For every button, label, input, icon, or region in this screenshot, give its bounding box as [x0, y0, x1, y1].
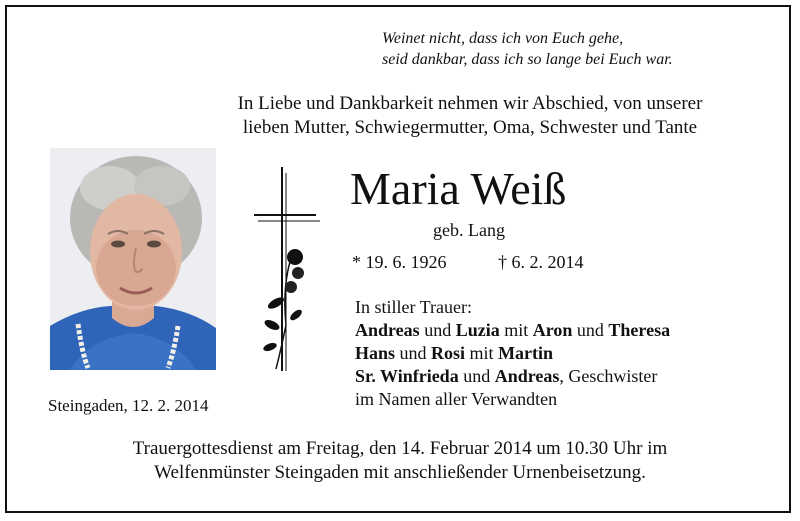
mourner-connector: , Geschwister — [559, 366, 658, 386]
portrait-illustration — [50, 148, 216, 370]
mourner-name: Luzia — [455, 320, 500, 340]
mourner-name: Hans — [355, 343, 396, 363]
motto-line-2: seid dankbar, dass ich so lange bei Euch war. — [382, 51, 673, 68]
mourner-connector: und — [458, 366, 495, 386]
mourner-connector: und — [395, 343, 432, 363]
service-line-2: Welfenmünster Steingaden mit anschließender Urnenbeisetzung. — [154, 462, 646, 483]
mourners-row — [355, 342, 670, 365]
mourner-name: Theresa — [608, 320, 671, 340]
intro-line-2: lieben Mutter, Schwiegermutter, Oma, Schwester und Tante — [242, 117, 698, 138]
mourners-heading: In stiller Trauer: — [355, 297, 472, 317]
intro-line-1: In Liebe und Dankbarkeit nehmen wir Abschied, von unserer — [237, 93, 703, 114]
cross-with-rose-icon — [252, 165, 324, 373]
mourners-list — [355, 296, 670, 411]
place-date: Steingaden, 12. 2. 2014 — [48, 396, 209, 415]
mourners-row — [355, 365, 670, 388]
mourner-name: Andreas — [494, 366, 560, 386]
mourner-connector: und — [572, 320, 609, 340]
mourner-connector: und — [419, 320, 456, 340]
maiden-name: geb. Lang — [433, 220, 505, 240]
motto-line-1: Weinet nicht, dass ich von Euch gehe, — [382, 30, 624, 47]
service-announcement — [60, 437, 740, 485]
death-date: † 6. 2. 2014 — [498, 252, 584, 272]
mourner-name: Martin — [498, 343, 554, 363]
intro-text — [160, 92, 780, 140]
mourner-name: Andreas — [355, 320, 420, 340]
deceased-name: Maria Weiß — [350, 163, 567, 214]
birth-date: * 19. 6. 1926 — [352, 252, 447, 272]
mourners-closing: im Namen aller Verwandten — [355, 389, 558, 409]
mourner-name: Rosi — [431, 343, 466, 363]
mourner-connector: mit — [465, 343, 499, 363]
mourner-name: Sr. Winfrieda — [355, 366, 459, 386]
motto — [382, 28, 673, 70]
mourners-row — [355, 319, 670, 342]
mourner-name: Aron — [532, 320, 573, 340]
portrait-photo — [50, 148, 216, 370]
service-line-1: Trauergottesdienst am Freitag, den 14. Februar 2014 um 10.30 Uhr im — [132, 438, 668, 459]
mourner-connector: mit — [499, 320, 533, 340]
